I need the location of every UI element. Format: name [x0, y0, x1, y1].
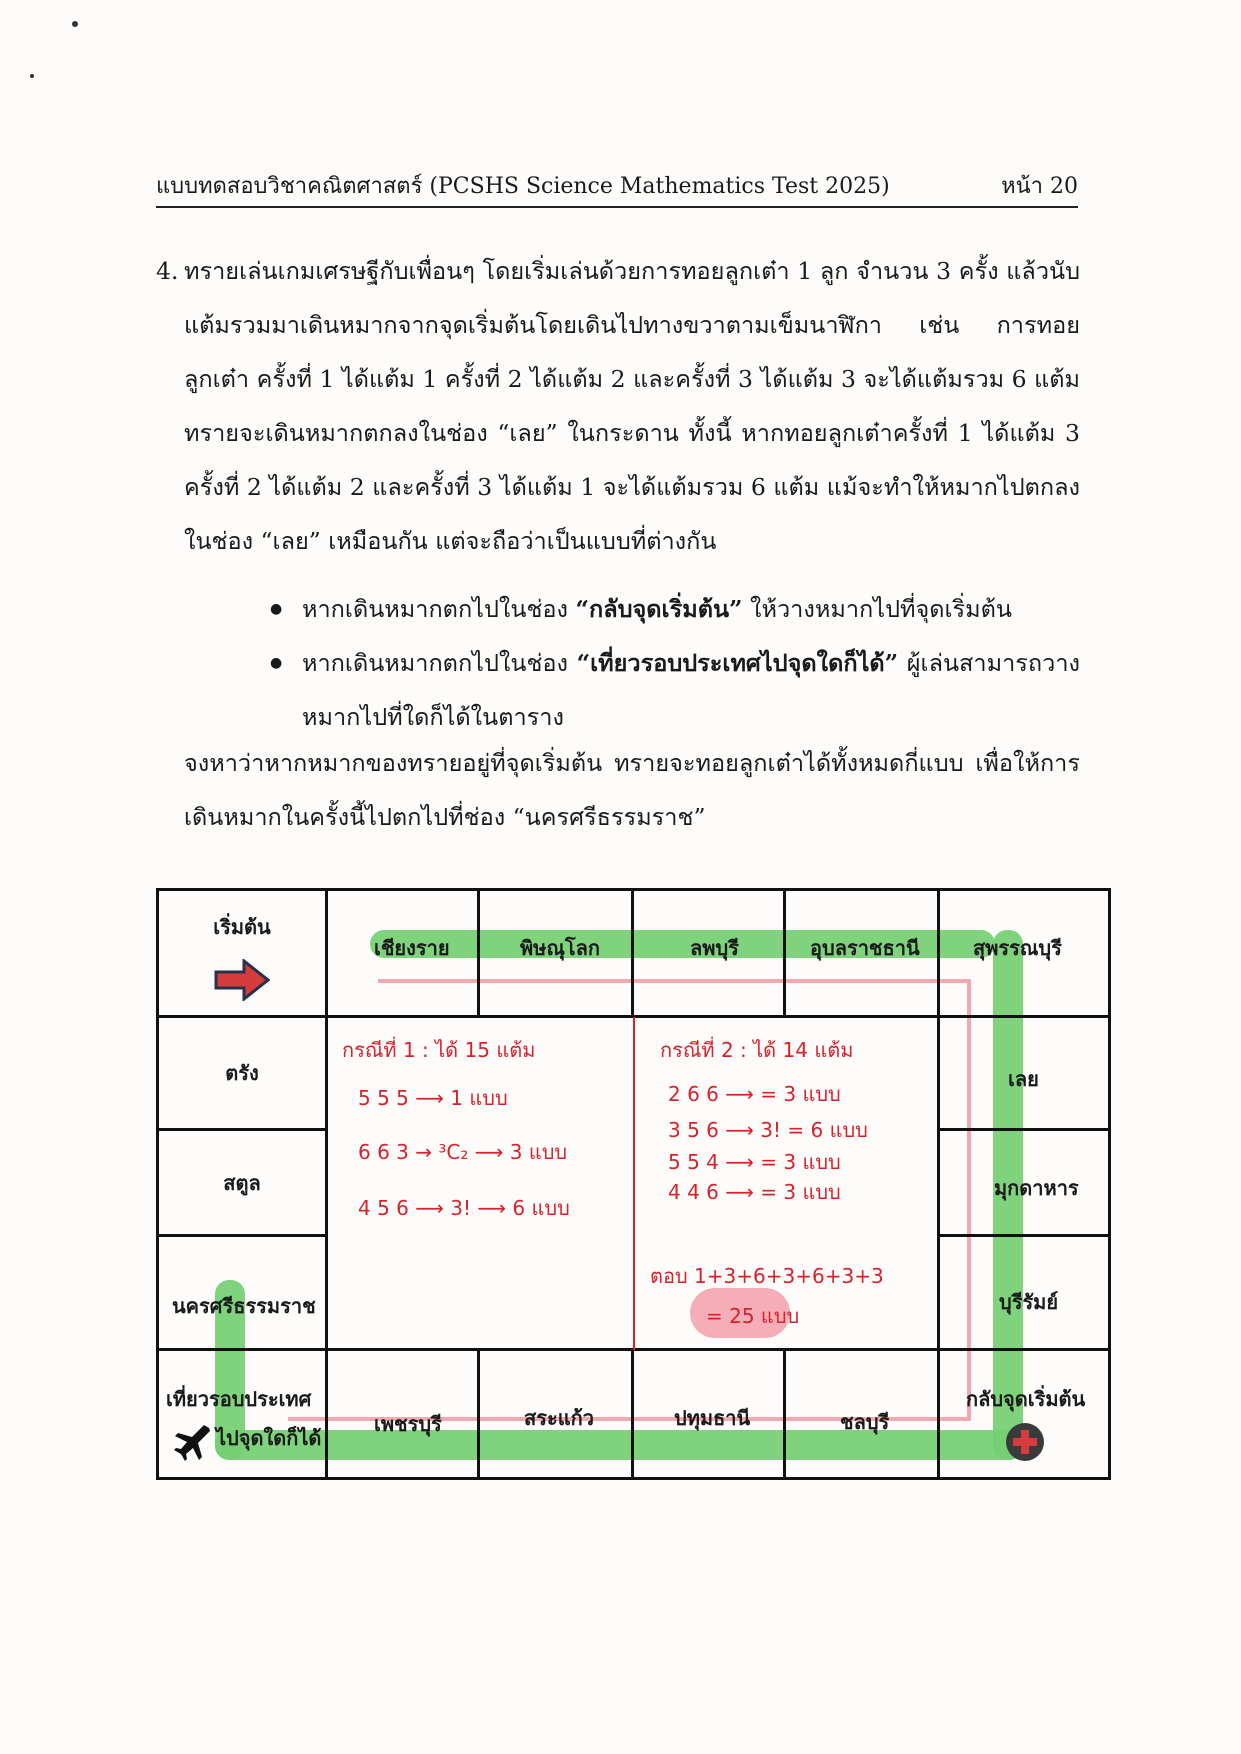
- cell-left-1: [156, 1015, 328, 1131]
- stray-mark: [30, 74, 34, 78]
- label-right-2: มุกดาหาร: [994, 1176, 1079, 1200]
- question-block: [156, 244, 1080, 568]
- divider-line: [633, 1017, 635, 1350]
- label-top-4: อุบลราชธานี: [810, 936, 920, 960]
- case2-title: กรณีที่ 2 : ได้ 14 แต้ม: [660, 1038, 854, 1062]
- stray-mark: [72, 21, 78, 27]
- rule-text: ผู้เล่นสามารถวางหมากไปที่ใดก็ได้ในตาราง: [302, 649, 1080, 731]
- rule-item-restart: [270, 582, 1080, 636]
- case1-title: กรณีที่ 1 : ได้ 15 แต้ม: [342, 1038, 536, 1062]
- page-header: [156, 168, 1078, 203]
- rule-keyword: “กลับจุดเริ่มต้น”: [575, 595, 743, 623]
- question-ask: จงหาว่าหากหมากของทรายอยู่ที่จุดเริ่มต้น ทรายจะทอยลูกเต๋าได้ทั้งหมดกี่แบบ เพื่อให้การเดินหมากในครั้งนี้ไปตกไปที่ช่อง “นครศรีธรรมราช”: [184, 749, 1080, 831]
- restart-token-icon: [1004, 1421, 1046, 1463]
- rule-item-travel: [270, 636, 1080, 744]
- page-number: หน้า 20: [1001, 174, 1078, 199]
- arrow-right-icon: [214, 959, 270, 1001]
- label-bottom-2: สระแก้ว: [524, 1406, 594, 1430]
- answer-line: ตอบ 1+3+6+3+6+3+3: [650, 1264, 884, 1288]
- rule-text: หากเดินหมากตกไปในช่อง: [302, 595, 576, 623]
- label-left-3: นครศรีธรรมราช: [172, 1294, 316, 1318]
- case2-line: 4 4 6 ⟶ = 3 แบบ: [668, 1180, 841, 1204]
- label-top-2: พิษณุโลก: [520, 936, 601, 960]
- label-top-5: สุพรรณบุรี: [973, 936, 1062, 960]
- label-corner-bl-1: เที่ยวรอบประเทศ: [166, 1387, 312, 1411]
- label-top-1: เชียงราย: [374, 936, 450, 960]
- cell-label: เริ่มต้น: [213, 915, 271, 939]
- header-rule: [156, 206, 1078, 208]
- label-corner-br: กลับจุดเริ่มต้น: [966, 1387, 1086, 1411]
- case2-line: 2 6 6 ⟶ = 3 แบบ: [668, 1082, 841, 1106]
- rule-text: ให้วางหมากไปที่จุดเริ่มต้น: [742, 595, 1012, 623]
- airplane-icon: [172, 1422, 212, 1462]
- cell-label: ตรัง: [225, 1061, 259, 1085]
- cell-left-2: [156, 1128, 328, 1237]
- case2-line: 5 5 4 ⟶ = 3 แบบ: [668, 1150, 841, 1174]
- question-number: 4.: [156, 257, 179, 285]
- header-title: แบบทดสอบวิชาคณิตศาสตร์ (PCSHS Science Mathematics Test 2025): [156, 174, 890, 199]
- label-bottom-1: เพชรบุรี: [374, 1412, 442, 1436]
- rule-text: หากเดินหมากตกไปในช่อง: [302, 649, 577, 677]
- label-corner-bl-2: ไปจุดใดก็ได้: [216, 1426, 322, 1450]
- cell-start: [156, 888, 328, 1018]
- rule-list: [270, 582, 1080, 744]
- case2-line: 3 5 6 ⟶ 3! = 6 แบบ: [668, 1118, 868, 1142]
- answer-result: = 25 แบบ: [706, 1304, 800, 1328]
- case1-line: 4 5 6 ⟶ 3! ⟶ 6 แบบ: [358, 1196, 570, 1220]
- cell-label: สตูล: [223, 1170, 261, 1195]
- case1-line: 5 5 5 ⟶ 1 แบบ: [358, 1086, 508, 1110]
- label-bottom-3: ปทุมธานี: [674, 1406, 751, 1430]
- label-right-1: เลย: [1008, 1067, 1039, 1091]
- case1-line: 6 6 3 → ³C₂ ⟶ 3 แบบ: [358, 1140, 568, 1164]
- label-right-3: บุรีรัมย์: [999, 1290, 1059, 1314]
- label-top-3: ลพบุรี: [690, 936, 739, 960]
- question-text: ทรายเล่นเกมเศรษฐีกับเพื่อนๆ โดยเริ่มเล่นด้วยการทอยลูกเต๋า 1 ลูก จำนวน 3 ครั้ง แล้วนับแต้มรวมมาเดินหมากจากจุดเริ่มต้นโดยเดินไปทางขวาตามเข็มนาฬิกา เช่น การทอยลูกเต๋า ครั้งที่ 1 ได้แต้ม 1 ครั้งที่ 2 ได้แต้ม 2 และครั้งที่ 3 ได้แต้ม 3 จะได้แต้มรวม 6 แต้ม ทรายจะเดินหมากตกลงในช่อง “เลย” ในกระดาน ทั้งนี้ หากทอยลูกเต๋าครั้งที่ 1 ได้แต้ม 3 ครั้งที่ 2 ได้แต้ม 2 และครั้งที่ 3 ได้แต้ม 1 จะได้แต้มรวม 6 แต้ม แม้จะทำให้หมากไปตกลงในช่อง “เลย” เหมือนกัน แต่จะถือว่าเป็นแบบที่ต่างกัน: [184, 257, 1080, 555]
- label-bottom-4: ชลบุรี: [840, 1410, 890, 1434]
- rule-keyword: “เที่ยวรอบประเทศไปจุดใดก็ได้”: [576, 649, 899, 677]
